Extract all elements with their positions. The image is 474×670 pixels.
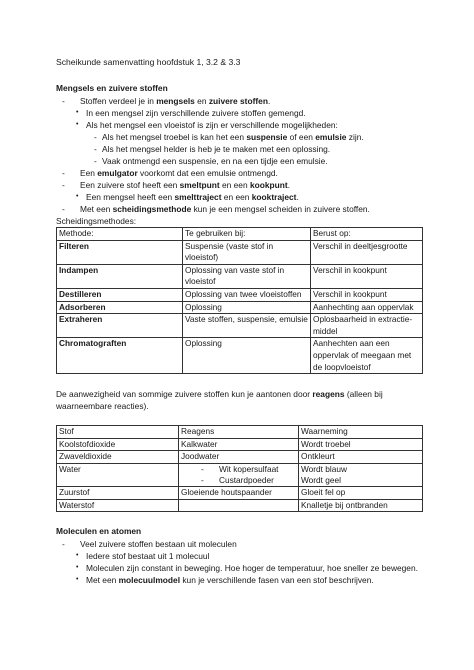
table-row [57, 499, 423, 511]
use-cell: Oplossing [183, 301, 311, 314]
text-run: Als het mengsel een vloeistof is zijn er verschillende mogelijkheden: [86, 120, 338, 130]
text-run: of een [287, 132, 316, 142]
bold-term: zuivere stoffen [208, 96, 268, 106]
list-item-text [102, 132, 364, 142]
section2-list [56, 538, 422, 586]
header-cell: Reagens [179, 426, 299, 439]
separation-methods-table [56, 227, 423, 374]
list-item [56, 155, 422, 167]
use-cell: Oplossing [183, 338, 311, 374]
reagens-cell: Gloeiende houtspaander [179, 487, 299, 499]
document-page [56, 56, 422, 586]
waarneming-text: Knalletje bij ontbranden [301, 499, 388, 510]
bold-term: reagens [312, 389, 345, 400]
list-item-text [86, 192, 299, 202]
text-run: Met een [86, 575, 119, 586]
list-item [56, 179, 422, 191]
dash-icon: - [201, 463, 204, 474]
header-cell: Methode: [57, 228, 183, 241]
bold-term: kookpunt [249, 180, 288, 190]
table-row [57, 314, 423, 338]
bullet-icon: • [76, 193, 79, 200]
text-run: Als het mengsel helder is heb je te maken met een oplossing. [102, 144, 331, 154]
stof-cell: Zwaveldioxide [57, 451, 179, 463]
table-row [57, 338, 423, 374]
table-header-row [57, 228, 423, 241]
bullet-icon: • [76, 576, 79, 584]
bold-term: mengsels [156, 96, 195, 106]
use-cell: Oplossing van vaste stof in vloeistof [183, 264, 311, 288]
reagens-paragraph [56, 388, 422, 412]
text-run: De aanwezigheid van sommige zuivere stoffen kun je aantonen door [56, 389, 313, 400]
dash-icon: - [62, 168, 65, 178]
section-heading-mengsels: Mengsels en zuivere stoffen [56, 83, 168, 93]
use-cell: Suspensie (vaste stof in vloeistof) [183, 240, 311, 264]
list-item [56, 574, 422, 586]
waarneming-cell [299, 499, 423, 511]
list-item [56, 191, 422, 203]
document-title: Scheikunde samenvatting hoofdstuk 1, 3.2 & 3.3 [56, 57, 241, 67]
dash-icon: - [94, 144, 97, 154]
text-run: en een [221, 192, 252, 202]
text-run: Iedere stof bestaat uit 1 molecuul [86, 551, 210, 562]
method-cell: Destilleren [57, 288, 183, 301]
list-item-text [80, 168, 278, 178]
text-run: Stoffen verdeel je in [80, 96, 157, 106]
text-run: (alleen bij waarneembare reacties). [56, 389, 383, 412]
list-item-text [80, 96, 270, 106]
table-row [57, 438, 423, 450]
text-run: zijn. [346, 132, 364, 142]
table-header-row [57, 426, 423, 439]
text-run: Een zuivere stof heeft een [80, 180, 180, 190]
use-cell: Oplossing van twee vloeistoffen [183, 288, 311, 301]
bold-term: emulsie [315, 132, 347, 142]
text-run: Een mengsel heeft een [86, 192, 175, 202]
waarneming-cell [299, 487, 423, 499]
text-run: Vaak ontmengd een suspensie, en na een tijdje een emulsie. [102, 156, 328, 166]
basis-cell: Verschil in deeltjesgrootte [311, 240, 423, 264]
table-row [57, 301, 423, 314]
waarneming-cell [299, 463, 423, 487]
text-run: kun je verschillende fasen van een stof beschrijven. [180, 575, 374, 586]
use-cell: Vaste stoffen, suspensie, emulsie [183, 314, 311, 338]
waarneming-cell [299, 451, 423, 463]
dash-icon: - [62, 96, 65, 106]
waarneming-text: Wordt blauw [301, 463, 347, 474]
list-item [56, 95, 422, 107]
list-item-text [86, 551, 209, 561]
reagens-table [56, 425, 423, 512]
basis-cell: Verschil in kookpunt [311, 264, 423, 288]
stof-cell: Water [57, 463, 179, 487]
list-item-text [80, 180, 290, 190]
list-item [56, 562, 422, 574]
text-run: Moleculen zijn constant in beweging. Hoe hoger de temperatuur, hoe sneller ze bewegen. [86, 563, 418, 574]
reagens-cell: Joodwater [179, 451, 299, 463]
dash-icon: - [62, 539, 65, 550]
reagens-cell [179, 499, 299, 511]
method-cell: Adsorberen [57, 301, 183, 314]
text-run: Een [80, 168, 98, 178]
reagens-text: Wit kopersulfaat [219, 463, 279, 474]
bullet-icon: • [76, 121, 79, 128]
list-item [56, 119, 422, 131]
dash-icon: - [94, 156, 97, 166]
dash-icon: - [62, 180, 65, 190]
section-heading-moleculen: Moleculen en atomen [56, 526, 142, 537]
stof-cell: Koolstofdioxide [57, 438, 179, 450]
list-item-text [80, 539, 237, 549]
basis-cell: Oplosbaarheid in extractie-middel [311, 314, 423, 338]
waarneming-cell [299, 438, 423, 450]
table-row [57, 240, 423, 264]
text-run: . [287, 180, 290, 190]
bold-term: suspensie [246, 132, 288, 142]
text-run: . [296, 192, 299, 202]
reagens-cell [179, 463, 299, 487]
method-cell: Chromatograften [57, 338, 183, 374]
basis-cell: Aanhechten aan een oppervlak of meegaan met de loopvloeistof [311, 338, 423, 374]
table-row [57, 264, 423, 288]
bold-term: smelttraject [174, 192, 222, 202]
dash-icon: - [94, 132, 97, 142]
text-run: voorkomt dat een emulsie ontmengd. [137, 168, 278, 178]
bullet-icon: • [76, 552, 79, 560]
reagens-cell: Kalkwater [179, 438, 299, 450]
table-caption: Scheidingsmethodes: [56, 216, 137, 226]
reagens-sublist-item [181, 475, 296, 486]
list-item [56, 107, 422, 119]
list-item-text [86, 108, 306, 118]
waarneming-text: Gloeit fel op [301, 487, 346, 498]
table-row [57, 451, 423, 463]
waarneming-text: Ontkleurt [301, 451, 335, 462]
stof-cell: Waterstof [57, 499, 179, 511]
text-run: Met een [80, 204, 113, 214]
list-item [56, 143, 422, 155]
bold-term: emulgator [97, 168, 138, 178]
bullet-icon: • [76, 109, 79, 116]
list-item-text [86, 575, 374, 585]
list-item [56, 538, 422, 550]
list-item-text [102, 156, 328, 166]
bold-term: molecuulmodel [118, 575, 181, 586]
list-item [56, 203, 422, 215]
method-cell: Filteren [57, 240, 183, 264]
text-run: Veel zuivere stoffen bestaan uit moleculen [80, 539, 237, 550]
waarneming-text: Wordt geel [301, 474, 341, 485]
bold-term: kooktraject [251, 192, 297, 202]
header-cell: Berust op: [311, 228, 423, 241]
text-run: In een mengsel zijn verschillende zuivere stoffen gemengd. [86, 108, 306, 118]
text-run: en [194, 96, 209, 106]
method-cell: Indampen [57, 264, 183, 288]
list-item [56, 167, 422, 179]
list-item-text [102, 144, 330, 154]
reagens-text: Custardpoeder [219, 474, 274, 485]
text-run: en een [219, 180, 250, 190]
list-item-text [80, 204, 370, 214]
text-run: kun je een mengsel scheiden in zuivere stoffen. [191, 204, 370, 214]
waarneming-text: Wordt troebel [301, 438, 351, 449]
text-run: . [267, 96, 271, 106]
header-cell: Waarneming [299, 426, 423, 439]
table-row [57, 487, 423, 499]
table-row [57, 463, 423, 487]
list-item [56, 550, 422, 562]
bold-term: smeltpunt [179, 180, 220, 190]
dash-icon: - [62, 204, 65, 214]
basis-cell: Aanhechting aan oppervlak [311, 301, 423, 314]
text-run: Als het mengsel troebel is kan het een [102, 132, 247, 142]
list-item [56, 131, 422, 143]
header-cell: Te gebruiken bij: [183, 228, 311, 241]
section1-list [56, 95, 422, 215]
list-item-text [86, 120, 338, 130]
table-row [57, 288, 423, 301]
reagens-sublist-item [181, 464, 296, 475]
method-cell: Extraheren [57, 314, 183, 338]
bold-term: scheidingsmethode [112, 204, 192, 214]
stof-cell: Zuurstof [57, 487, 179, 499]
bullet-icon: • [76, 564, 79, 572]
dash-icon: - [201, 474, 204, 485]
header-cell: Stof [57, 426, 179, 439]
basis-cell: Verschil in kookpunt [311, 288, 423, 301]
list-item-text [86, 563, 418, 573]
